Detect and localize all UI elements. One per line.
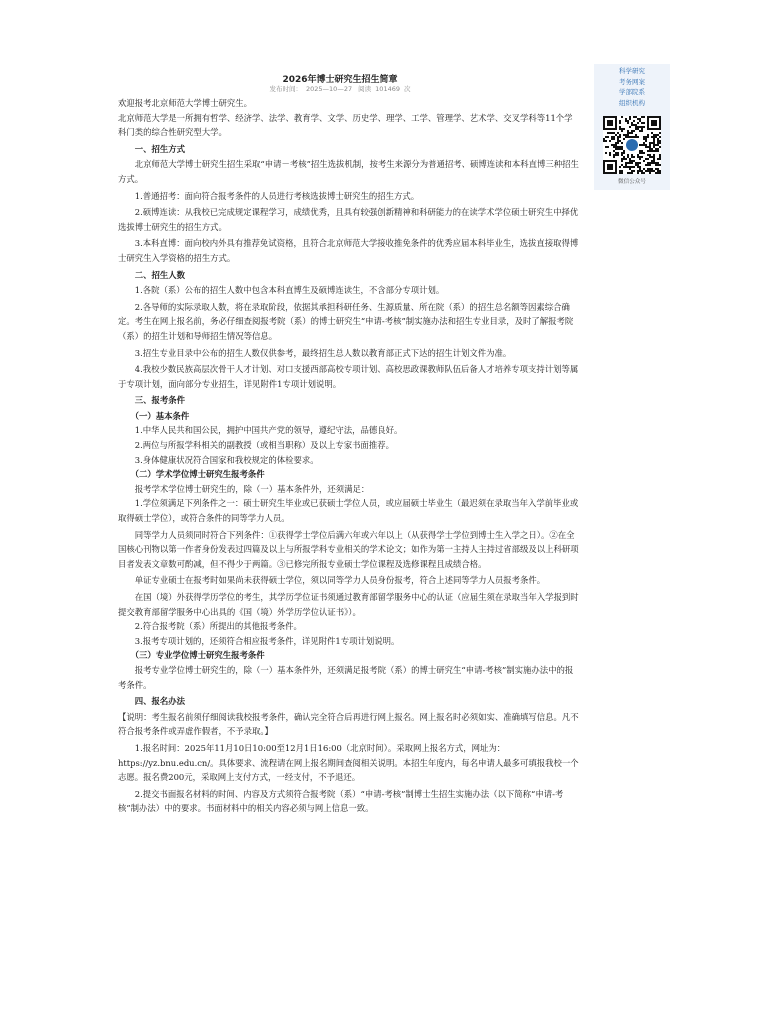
sidebar-links: [594, 66, 670, 108]
section-heading: 三、报考条件: [134, 395, 186, 406]
section-heading: 四、报名办法: [134, 696, 186, 707]
paragraph: 1.学位须满足下列条件之一：硕士研究生毕业或已获硕士学位人员，或应届硕士毕业生（最迟须在录取当年入学前毕业或取得硕士学位），或符合条件的同等学力人员。: [118, 498, 579, 524]
paragraph: 2.符合报考院（系）所提出的其他报考条件。: [134, 621, 302, 632]
paragraph: 3.身体健康状况符合国家和我校规定的体检要求。: [134, 454, 319, 465]
qr-code-icon: [603, 116, 661, 174]
read-unit: 次: [404, 85, 411, 93]
paragraph: 3.本科直博：面向校内外具有推荐免试资格，且符合北京师范大学接收推免条件的优秀应届本科毕业生，选拔直接取得博士研究生入学资格的招生方式。: [118, 238, 579, 263]
paragraph: 3.报考专项计划的，还须符合相应报考条件，详见附件1专项计划说明。: [134, 635, 400, 646]
paragraph: 报考专业学位博士研究生的，除（一）基本条件外，还须满足报考院（系）的博士研究生“申请-考核”制实施办法中的报考条件。: [118, 664, 574, 690]
paragraph: 北京师范大学博士研究生招生采取“申请－考核”招生选拔机制，按考生来源分为普通招考、硕博连读和本科直博三种招生方式。: [118, 159, 579, 184]
sidebar: [594, 64, 670, 190]
paragraph: 报考学术学位博士研究生的，除（一）基本条件外，还须满足：: [134, 483, 370, 494]
greeting: 欢迎报考北京师范大学博士研究生。: [118, 98, 252, 108]
paragraph: 1.普通招考：面向符合报考条件的人员进行考核选拔博士研究生的招生方式。: [134, 190, 420, 201]
paragraph: 2.各导师的实际录取人数，将在录取阶段，依据其承担科研任务、生源质量、所在院（系）的招生总名额等因素综合确定。考生在网上报名前，务必仔细查阅报考院（系）的博士研究生“申请-考核”制实施办法和招生专业目录，及时了解报考院（系）的招生计划和导师招生情况等信息。: [118, 301, 574, 341]
wechat-qr-code: [603, 116, 661, 174]
paragraph: 同等学力人员须同时符合下列条件：①获得学士学位后满六年或六年以上（从获得学士学位到博士生入学之日）。②在全国核心刊物以第一作者身份发表过四篇及以上与所报学科专业相关的学术论文；如作为第一主持人主持过省部级及以上科研项目者发表文章数可酌减，但不得少于两篇。③已修完所报专业硕士学位课程及选修课程且成绩合格。: [118, 529, 579, 569]
read-label: 阅读: [358, 85, 372, 93]
publish-label: 发布时间：: [269, 85, 302, 93]
paragraph: 在国（境）外获得学历学位的考生，其学历学位证书须通过教育部留学服务中心的认证（应届生须在录取当年入学报到时提交教育部留学服务中心出具的《国（境）外学历学位认证书》）。: [118, 592, 579, 617]
qr-caption: 微信公众号: [618, 179, 646, 185]
read-count: 101469: [375, 85, 400, 93]
paragraph: 1.各院（系）公布的招生人数中包含本科直博生及硕博连读生，不含部分专项计划。: [134, 285, 445, 296]
paragraph: 单证专业硕士在报考时如果尚未获得硕士学位，须以同等学力人员身份报考，符合上述同等学力人员报考条件。: [134, 575, 546, 586]
article-meta: [110, 84, 570, 93]
paragraph: 3.招生专业目录中公布的招生人数仅供参考，最终招生总人数以教育部正式下达的招生计划文件为准。: [134, 347, 512, 358]
paragraph: 1.中华人民共和国公民，拥护中国共产党的领导，遵纪守法，品德良好。: [134, 425, 403, 436]
subsection-heading: （二）学术学位博士研究生报考条件: [130, 469, 265, 480]
subsection-heading: （三）专业学位博士研究生报考条件: [130, 650, 265, 661]
publish-date: 2025—10—27: [306, 85, 353, 93]
section-heading: 二、招生人数: [134, 269, 186, 280]
article-body: [118, 96, 580, 816]
paragraph: 2.两位与所报学科相关的副教授（或相当职称）及以上专家书面推荐。: [134, 440, 395, 451]
notice-paragraph: 【说明：考生报名前须仔细阅读我校报考条件，确认完全符合后再进行网上报名。网上报名时必须如实、准确填写信息。凡不符合报考条件或弄虚作假者，不予录取。】: [118, 711, 579, 737]
page-title: 2026年博士研究生招生简章: [282, 75, 398, 85]
section-heading: 一、招生方式: [134, 143, 186, 154]
sidebar-link-exam[interactable]: 考务网案: [619, 77, 645, 86]
subsection-heading: （一）基本条件: [130, 410, 190, 421]
sidebar-link-research[interactable]: 科学研究: [619, 67, 645, 75]
sidebar-link-departments[interactable]: 学部院系: [619, 88, 645, 96]
paragraph: 2.硕博连读：从我校已完成规定课程学习，成绩优秀，且具有较强创新精神和科研能力的在读学术学位硕士研究生中择优选拔博士研究生的招生方式。: [118, 207, 579, 232]
paragraph: 2.提交书面报名材料的时间、内容及方式须符合报考院（系）“申请-考核”制博士生招生实施办法（以下简称“申请-考核”制办法）中的要求。书面材料中的相关内容必须与网上信息一致。: [118, 788, 564, 814]
paragraph: 4.我校少数民族高层次骨干人才计划、对口支援西部高校专项计划、高校思政课教师队伍后备人才培养专项支持计划等属于专项计划，面向部分专业招生，详见附件1专项计划说明。: [118, 364, 579, 389]
paragraph: 1.报名时间：2025年11月10日10:00至12月1日16:00（北京时间）。采取网上报名方式，网址为：https://yz.bnu.edu.cn/。具体要求、流程请在网上报名期间查阅相关说明。本招生年度内，每名申请人最多可填报我校一个志愿。报名费200元，采取网上支付方式，一经支付，不予退还。: [118, 742, 579, 783]
intro-paragraph: 北京师范大学是一所拥有哲学、经济学、法学、教育学、文学、历史学、理学、工学、管理学、艺术学、交叉学科等11个学科门类的综合性研究型大学。: [118, 112, 573, 138]
sidebar-link-organization[interactable]: 组织机构: [619, 98, 645, 107]
